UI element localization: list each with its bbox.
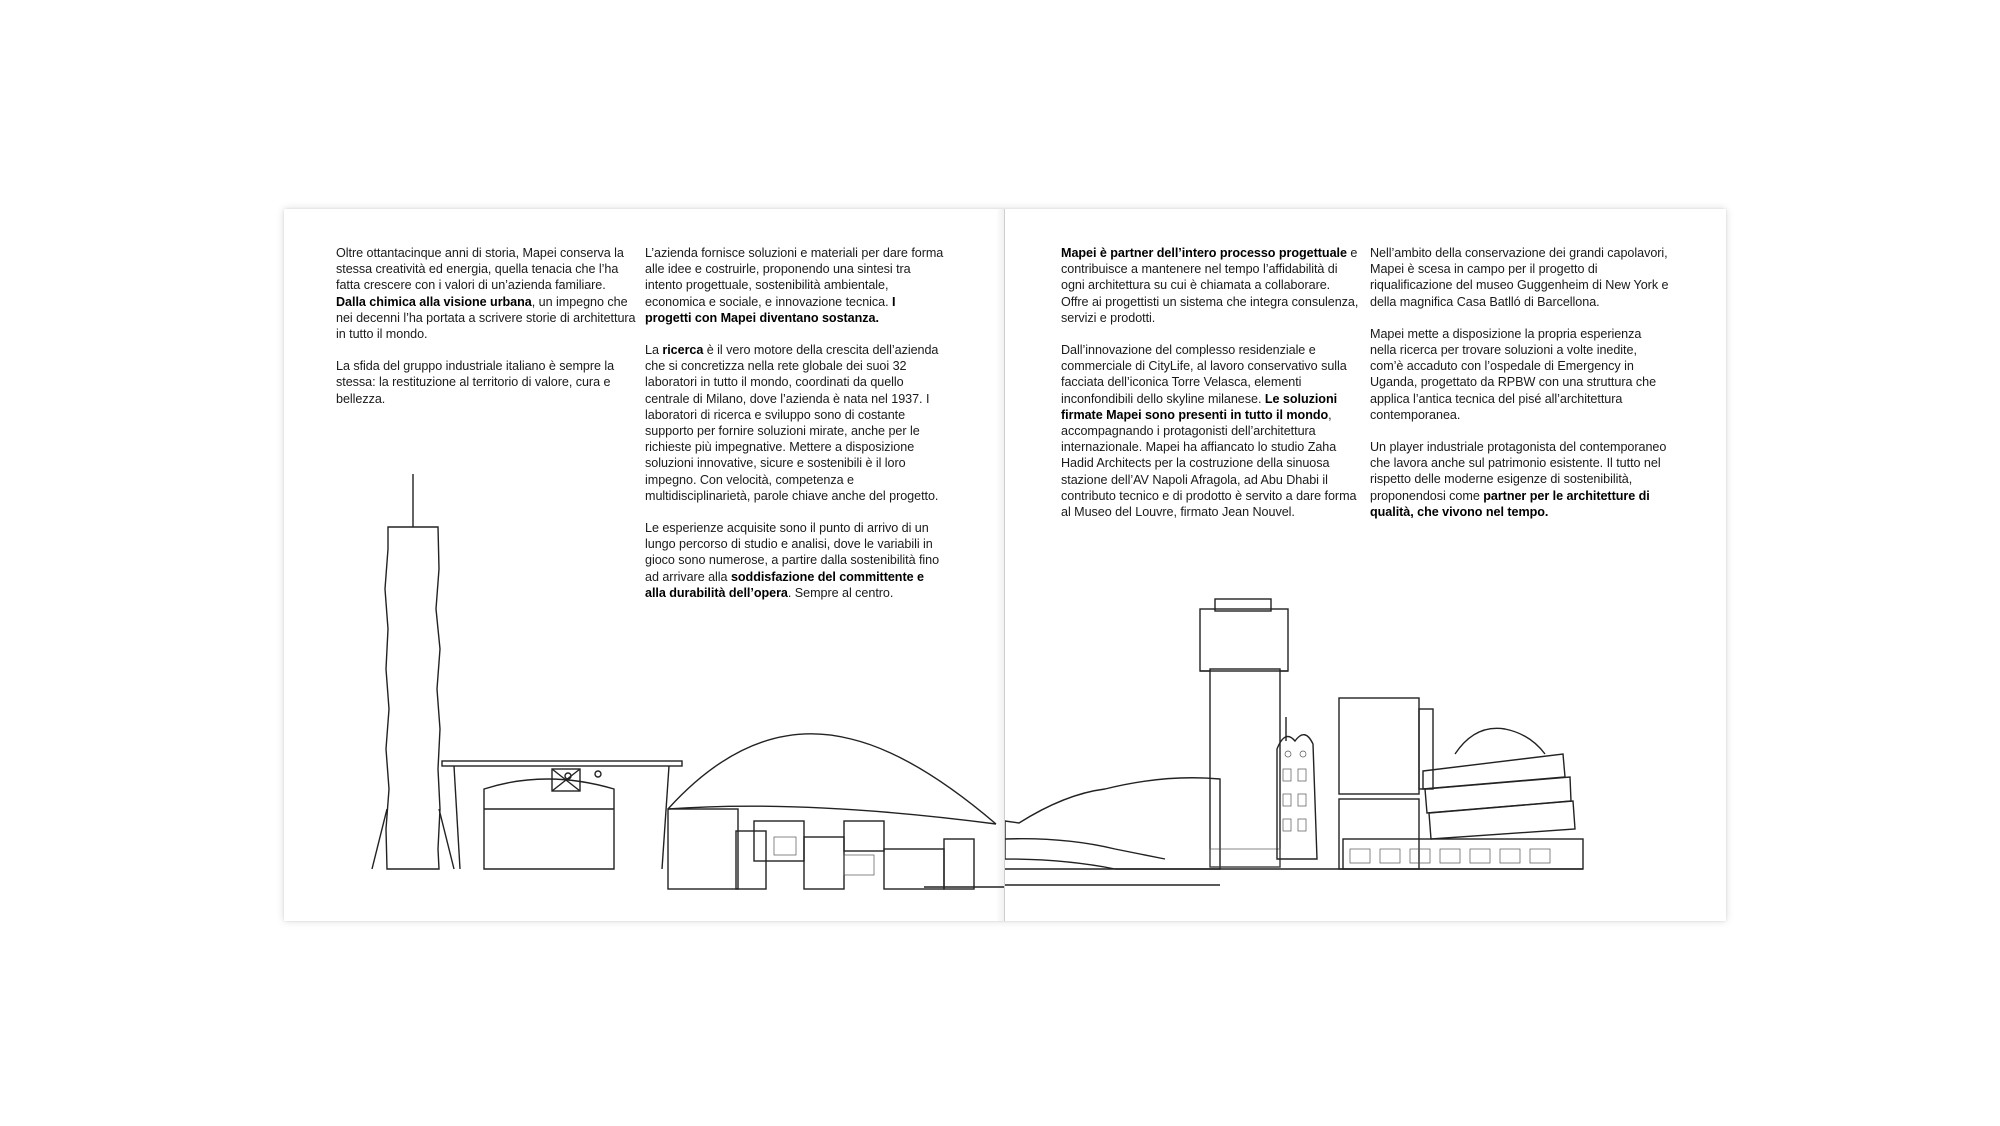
bold-text-run: Mapei è partner dell’intero processo progettuale: [1061, 246, 1347, 260]
text-run: è il vero motore della crescita dell’azienda che si concretizza nella rete globale dei suoi 32 laboratori in tutto il mondo, coordinati da quello centrale di Milano, dove l’azienda è nata nel 1937. I laboratori di ricerca e sviluppo sono di costante supporto per fornire soluzioni mirate, anche per le richieste più impegnative. Mettere a disposizione soluzioni innovative, sicure e sostenibili è il loro impegno. Con velocità, competenza e multidisciplinarietà, parole chiave anche del progetto.: [645, 343, 939, 503]
text-run: . Sempre al centro.: [787, 585, 894, 600]
tall-tower-drawing: [372, 474, 454, 869]
bold-text-run: Dalla chimica alla visione urbana: [336, 294, 532, 309]
right-page: [1005, 209, 1726, 921]
torre-velasca-drawing: [1200, 599, 1288, 867]
text-run: La: [645, 343, 663, 358]
text-run: , un impegno che nei decenni l’ha portata a scrivere storie di architettura in tutto il mondo.: [336, 294, 636, 342]
text-run: La sfida del gruppo industriale italiano è sempre la stessa: la restituzione al territorio di valore, cura e bellezza.: [336, 359, 615, 406]
brochure-spread: [284, 209, 1726, 921]
text-run: , accompagnando i protagonisti dell’architettura internazionale. Mapei ha affiancato lo studio Zaha Hadid Architects per la costruzione della sinuosa stazione dell’AV Napoli Afragola, ad Abu Dhabi il contributo tecnico e di prodotto è servito a dare forma al Museo del Louvre, firmato Jean Nouvel.: [1061, 407, 1357, 520]
bold-text-run: partner per le architetture di qualità, che vivono nel tempo.: [1370, 488, 1650, 519]
casa-batllo-drawing: [1277, 717, 1317, 859]
left-page: [284, 209, 1005, 921]
skyline-illustration-right: [1005, 209, 1726, 921]
domed-museum-drawing: [668, 734, 996, 889]
text-run: Oltre ottantacinque anni di storia, Mapei conserva la stessa creatività ed energia, quella tenacia che l’ha fatta crescere con i valori di un’azienda familiare.: [336, 246, 624, 293]
canopy-shed-drawing: [442, 761, 682, 869]
text-run: Mapei mette a disposizione la propria esperienza nella ricerca per trovare soluzioni a volte inedite, com’è accaduto con l’ospedale di Emergency in Uganda, progettato da RPBW con una struttura che applica l’antica tecnica del pisé all’architettura contemporanea.: [1370, 326, 1657, 422]
text-run: e contribuisce a mantenere nel tempo l’affidabilità di ogni architettura su cui è chiamata a collaborare. Offre ai progettisti un sistema che integra consulenza, servizi e prodotti.: [1061, 246, 1359, 325]
bold-text-run: I progetti con Mapei diventano sostanza.: [645, 294, 896, 325]
text-run: Un player industriale protagonista del contemporaneo che lavora anche sul patrimonio esistente. Il tutto nel rispetto delle moderne esigenze di sostenibilità, proponendosi come: [1370, 440, 1667, 503]
text-run: L’azienda fornisce soluzioni e materiali per dare forma alle idee e costruirle, proponendo una sintesi tra intento progettuale, sostenibilità ambientale, economica e sociale, e innovazione tecnica.: [645, 246, 944, 309]
text-run: Le esperienze acquisite sono il punto di arrivo di un lungo percorso di studio e analisi, dove le variabili in gioco sono numerose, a partire dalla sostenibilità fino ad arrivare alla: [645, 521, 940, 584]
skyline-illustration-left: [284, 209, 1004, 921]
bold-text-run: Le soluzioni firmate Mapei sono presenti in tutto il mondo: [1061, 391, 1338, 422]
bold-text-run: soddisfazione del committente e alla durabilità dell’opera: [645, 569, 924, 600]
bold-text-run: ricerca: [662, 343, 704, 358]
text-run: Dall’innovazione del complesso residenziale e commerciale di CityLife, al lavoro conservativo sulla facciata dell’iconica Torre Velasca, elementi inconfondibili dello skyline milanese.: [1061, 343, 1347, 406]
guggenheim-drawing: [1339, 698, 1583, 869]
text-run: Nell’ambito della conservazione dei grandi capolavori, Mapei è scesa in campo per il progetto di riqualificazione del museo Guggenheim di New York e della magnifica Casa Batlló di Barcellona.: [1370, 246, 1669, 309]
